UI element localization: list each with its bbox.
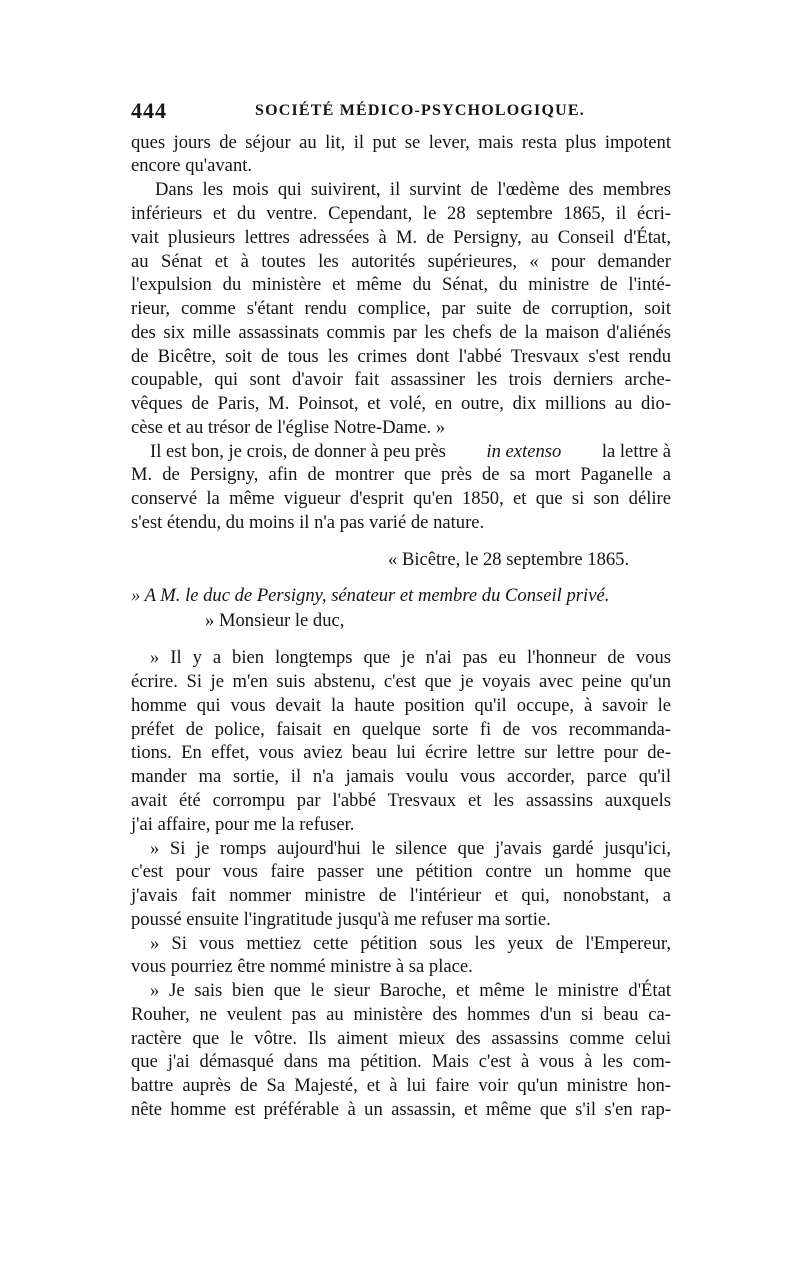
text-line: de Bicêtre, soit de tous les crimes dont l'abbé Tresvaux s'est rendu [131,346,671,367]
text-line: M. de Persigny, afin de montrer que près de sa mort Paganelle a [131,464,671,485]
text-line: conservé la même vigueur d'esprit qu'en 1850, et que si son délire [131,488,671,509]
text-line: Dans les mois qui suivirent, il survint de l'œdème des membres [155,179,671,200]
text-line: l'expulsion du ministère et même du Sénat, du ministre de l'inté- [131,274,671,295]
text-line: » Je sais bien que le sieur Baroche, et même le ministre d'État [150,980,671,1001]
text-line: tions. En effet, vous aviez beau lui écrire lettre sur lettre pour de- [131,742,671,763]
text-line: avait été corrompu par l'abbé Tresvaux et les assassins auxquels [131,790,671,811]
text-line: vait plusieurs lettres adressées à M. de Persigny, au Conseil d'État, [131,227,671,248]
text-line: j'ai affaire, pour me la refuser. [131,814,355,835]
text-line: Rouher, ne veulent pas au ministère des hommes d'un si beau ca- [131,1004,671,1025]
text-line: nête homme est préférable à un assassin, et même que s'il s'en rap- [131,1099,671,1120]
text-line: cèse et au trésor de l'église Notre-Dame. » [131,417,446,438]
text-line: homme qui vous devait la haute position qu'il occupe, à savoir le [131,695,671,716]
letter-dateline: « Bicêtre, le 28 septembre 1865. [388,549,630,570]
running-title: SOCIÉTÉ MÉDICO-PSYCHOLOGIQUE. [255,102,585,119]
text-line: mander ma sortie, il n'a jamais voulu vous accorder, parce qu'il [131,766,671,787]
text-line: encore qu'avant. [131,155,253,176]
text-line: ractère que le vôtre. Ils aiment mieux des assassins comme celui [131,1028,671,1049]
text-line: coupable, qui sont d'avoir fait assassiner les trois derniers arche- [131,369,671,390]
text-line: inférieurs et du ventre. Cependant, le 28 septembre 1865, il écri- [131,203,671,224]
text-line: ques jours de séjour au lit, il put se lever, mais resta plus impotent [131,132,671,153]
text-line: battre auprès de Sa Majesté, et à lui faire voir qu'un ministre hon- [131,1075,671,1096]
text-line: » Il y a bien longtemps que je n'ai pas eu l'honneur de vous [150,647,671,668]
text-line: vous pourriez être nommé ministre à sa place. [131,956,473,977]
text-line: au Sénat et à toutes les autorités supérieures, « pour demander [131,251,671,272]
text-line: j'avais fait nommer ministre de l'intérieur et qui, nonobstant, a [131,885,671,906]
text-segment-italic: in extenso [486,441,562,462]
text-line: s'est étendu, du moins il n'a pas varié de nature. [131,512,485,533]
text-segment: la lettre à [601,441,671,462]
text-line: c'est pour vous faire passer une pétition contre un homme que [131,861,671,882]
text-line: vêques de Paris, M. Poinsot, et volé, en outre, dix millions au dio- [131,393,671,414]
text-line: préfet de police, faisait en quelque sorte fi de vos recommanda- [131,719,671,740]
text-line: des six mille assassinats commis par les chefs de la maison d'aliénés [131,322,671,343]
text-line: » Si vous mettiez cette pétition sous les yeux de l'Empereur, [150,933,671,954]
text-segment: Il est bon, je crois, de donner à peu près [150,441,446,462]
text-line: » Si je romps aujourd'hui le silence que j'avais gardé jusqu'ici, [150,838,671,859]
page-number: 444 [131,98,167,123]
text-line: que j'ai démasqué dans ma pétition. Mais c'est à vous à les com- [131,1051,671,1072]
letter-salutation: » Monsieur le duc, [205,610,345,631]
text-line: poussé ensuite l'ingratitude jusqu'à me refuser ma sortie. [131,909,551,930]
text-line-mixed [150,440,671,464]
letter-addressee: » A M. le duc de Persigny, sénateur et membre du Conseil privé. [131,585,610,606]
text-line: écrire. Si je m'en suis abstenu, c'est que je voyais avec peine qu'un [131,671,671,692]
text-line: rieur, comme s'étant rendu complice, par suite de corruption, soit [131,298,671,319]
page-header [131,98,671,124]
